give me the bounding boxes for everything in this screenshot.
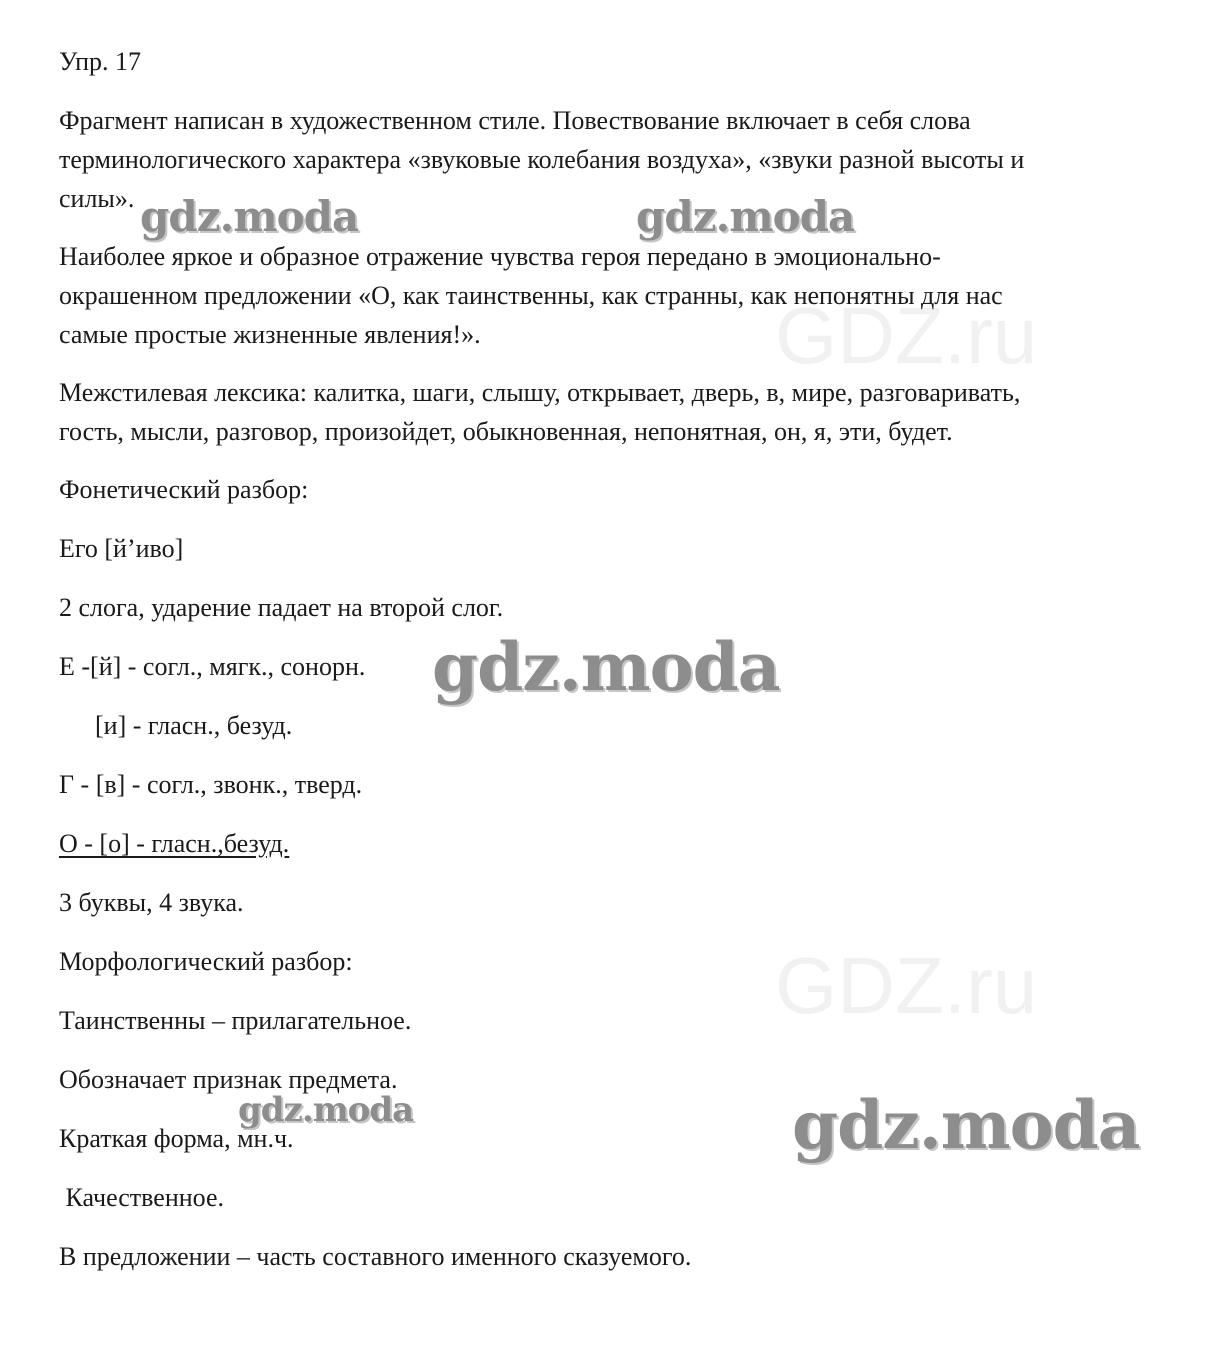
phonetic-heading: Фонетический разбор: xyxy=(59,475,309,504)
watermark-logo: gdz.moda xyxy=(636,192,855,241)
morph-syntax-role: В предложении – часть составного именного сказуемого. xyxy=(59,1242,692,1271)
paragraph-emotional-sentence xyxy=(59,237,1169,354)
watermark-logo: gdz.moda xyxy=(792,1086,1140,1164)
sound-line-g: Г - [в] - согл., звонк., тверд. xyxy=(59,770,363,799)
paragraph-interstyle-lexicon xyxy=(59,373,1169,451)
faint-watermark: GDZ.ru xyxy=(775,941,1038,1030)
paragraph-line: силы». xyxy=(59,184,135,213)
watermark-logo: gdz.moda xyxy=(140,192,359,241)
sound-line-o: О - [о] - гласн.,безуд. xyxy=(59,829,290,858)
letters-sounds-count: 3 буквы, 4 звука. xyxy=(59,888,244,917)
morph-part-of-speech: Таинственны – прилагательное. xyxy=(59,1006,412,1035)
morph-form: Краткая форма, мн.ч. xyxy=(59,1124,294,1153)
paragraph-line: терминологического характера «звуковые колебания воздуха», «звуки разной высоты и xyxy=(59,145,1025,174)
paragraph-line: Наиболее яркое и образное отражение чувства героя передано в эмоционально- xyxy=(59,242,941,271)
sound-line-i: [и] - гласн., безуд. xyxy=(95,711,293,740)
paragraph-line: Фрагмент написан в художественном стиле. Повествование включает в себя слова xyxy=(59,106,971,135)
sound-line-e: Е -[й] - согл., мягк., сонорн. xyxy=(59,652,366,681)
faint-watermark: GDZ.ru xyxy=(775,291,1038,380)
paragraph-line: окрашенном предложении «О, как таинственны, как странны, как непонятны для нас xyxy=(59,281,1003,310)
watermark-logo: gdz.moda xyxy=(238,1090,414,1130)
phonetic-word: Его [й’иво] xyxy=(59,534,184,563)
morph-category: Качественное. xyxy=(59,1183,225,1212)
exercise-title: Упр. 17 xyxy=(59,47,142,76)
watermark-logo: gdz.moda xyxy=(432,628,780,706)
syllables-info: 2 слога, ударение падает на второй слог. xyxy=(59,593,504,622)
morph-heading: Морфологический разбор: xyxy=(59,947,353,976)
morph-meaning: Обозначает признак предмета. xyxy=(59,1065,398,1094)
paragraph-line: гость, мысли, разговор, произойдет, обыкновенная, непонятная, он, я, эти, будет. xyxy=(59,417,953,446)
paragraph-line: Межстилевая лексика: калитка, шаги, слышу, открывает, дверь, в, мире, разговаривать, xyxy=(59,378,1021,407)
paragraph-line: самые простые жизненные явления!». xyxy=(59,320,481,349)
